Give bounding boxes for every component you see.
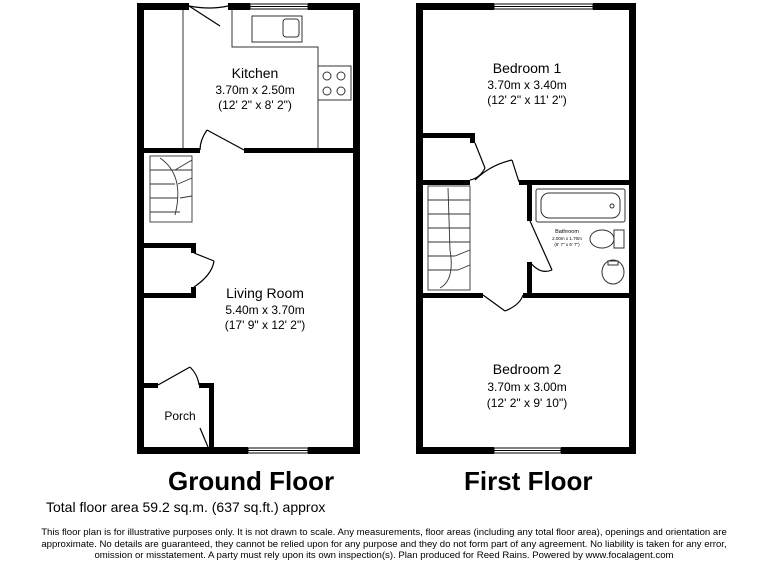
kitchen-label: Kitchen xyxy=(231,65,279,81)
kitchen-dimensions-metric: 3.70m x 2.50m xyxy=(215,83,295,97)
bedroom1-dimensions-imperial: (12' 2" x 11' 2") xyxy=(487,93,567,107)
bedroom2-dimensions-imperial: (12' 2" x 9' 10") xyxy=(486,396,568,410)
first-floor-staircase xyxy=(428,186,470,290)
bathroom-dimensions-imperial: (6' 7" x 5' 7") xyxy=(554,242,580,247)
bedroom2-label: Bedroom 2 xyxy=(492,361,562,377)
bedroom2-dimensions-metric: 3.70m x 3.00m xyxy=(487,380,567,394)
ground-floor-title: Ground Floor xyxy=(168,466,335,496)
living-room-label: Living Room xyxy=(226,285,304,301)
kitchen-dimensions-imperial: (12' 2" x 8' 2") xyxy=(218,98,292,112)
bedroom1-label: Bedroom 1 xyxy=(492,60,562,76)
bathroom-dimensions-metric: 2.00m x 1.70m xyxy=(552,236,582,241)
bedroom1-dimensions-metric: 3.70m x 3.40m xyxy=(487,78,567,92)
first-floor-doors xyxy=(470,143,552,311)
bathroom-label: Bathroom xyxy=(555,229,579,235)
disclaimer-text: This floor plan is for illustrative purposes only. It is not drawn to scale. Any measurements, floor areas (including any total floor area), openings and orientation are approximate. No details are guaranteed, they cannot be relied upon for any purpose and they do not form part of any agreement. No liability is taken for any error, omission or misstatement. A party must rely upon its own inspection(s). Plan produced for Reed Rains. Powered by www.focalagent.com xyxy=(41,527,727,561)
ground-floor-staircase xyxy=(150,156,192,222)
living-room-dimensions-metric: 5.40m x 3.70m xyxy=(225,303,305,317)
room-labels xyxy=(164,60,582,423)
living-room-dimensions-imperial: (17' 9" x 12' 2") xyxy=(224,318,306,332)
first-floor-title: First Floor xyxy=(464,466,593,496)
porch-label: Porch xyxy=(164,409,196,423)
total-floor-area: Total floor area 59.2 sq.m. (637 sq.ft.) approx xyxy=(46,499,326,515)
